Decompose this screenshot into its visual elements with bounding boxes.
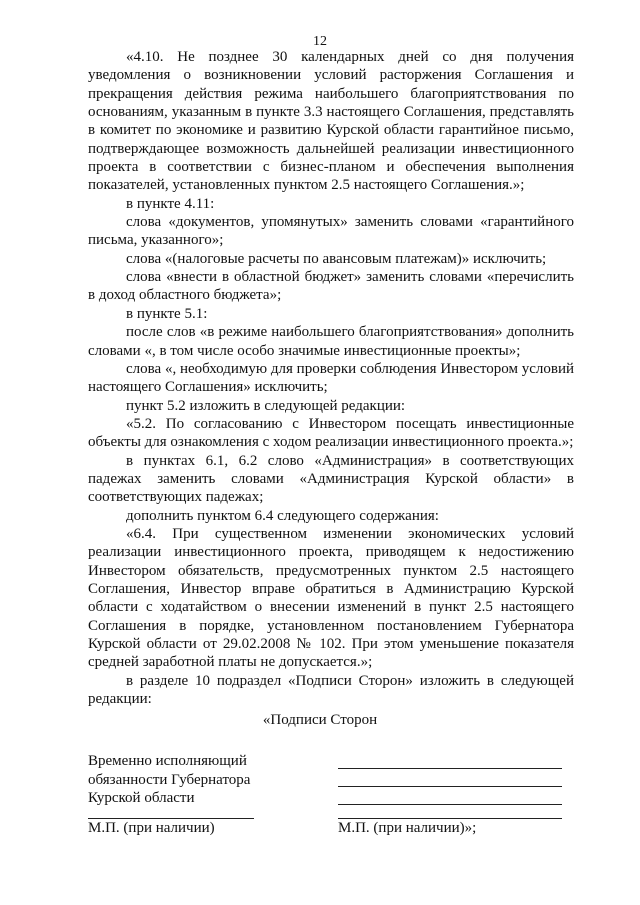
signatures-heading: «Подписи Сторон — [262, 712, 378, 728]
paragraph-exclude-tax: слова «(налоговые расчеты по авансовым платежам)» исключить; — [126, 250, 547, 267]
paragraph-replace-documents: слова «документов, упомянутых» заменить словами «гарантийного письма, указанного»; — [88, 214, 574, 249]
paragraph-points-6-1-6-2: в пунктах 6.1, 6.2 слово «Администрация» в соответствующих падежах заменить словами «Администрация Курской области» в соответствующих падежах; — [88, 452, 574, 506]
signer-block — [88, 752, 250, 808]
signature-line — [88, 818, 254, 819]
signature-line — [338, 818, 562, 819]
paragraph-exclude-check: слова «, необходимую для проверки соблюдения Инвестором условий настоящего Соглашения» исключить; — [88, 360, 574, 396]
signature-line — [338, 804, 562, 805]
paragraph-point-4-11: в пункте 4.11: — [126, 195, 215, 212]
paragraph-4-10: «4.10. Не позднее 30 календарных дней со дня получения уведомления о возникновении условий расторжения Соглашения и прекращения действия режима наибольшего благоприятствования по основаниям, указанным в пункте 3.3 настоящего Соглашения, представлять в комитет по экономике и развитию Курской области гарантийное письмо, подтверждающее возможность дальнейшей реализации инвестиционного проекта в соответствии с бизнес-планом и обеспечения выполнения показателей, установленных пунктом 2.5 настоящего Соглашения.»; — [88, 49, 574, 194]
stamp-place-left: М.П. (при наличии) — [88, 820, 215, 836]
signer-line: Временно исполняющий — [88, 753, 247, 769]
paragraph-5-2-text: «5.2. По согласованию с Инвестором посещать инвестиционные объекты для ознакомления с ходом реализации инвестиционного проекта.»; — [88, 415, 574, 451]
paragraph-replace-budget: слова «внести в областной бюджет» заменить словами «перечислить в доход областного бюджета»; — [88, 269, 574, 304]
paragraph-add-6-4: дополнить пунктом 6.4 следующего содержания: — [126, 507, 439, 524]
signer-line: Курской области — [88, 790, 195, 806]
paragraph-section-10: в разделе 10 подраздел «Подписи Сторон» изложить в следующей редакции: — [88, 672, 574, 708]
page-number: 12 — [313, 34, 327, 49]
paragraph-add-projects: после слов «в режиме наибольшего благоприятствования» дополнить словами «, в том числе особо значимые инвестиционные проекты»; — [88, 324, 574, 359]
paragraph-point-5-1: в пункте 5.1: — [126, 305, 208, 322]
signature-line — [338, 786, 562, 787]
paragraph-point-5-2: пункт 5.2 изложить в следующей редакции: — [126, 397, 406, 414]
signature-line — [338, 768, 562, 769]
stamp-place-right: М.П. (при наличии)»; — [338, 820, 477, 836]
signer-line: обязанности Губернатора — [88, 771, 251, 788]
body-text — [88, 48, 574, 708]
paragraph-6-4-text: «6.4. При существенном изменении экономических условий реализации инвестиционного проекта, приводящем к недостижению Инвестором обязательств, предусмотренных пунктом 2.5 настоящего Соглашения, Инвестор вправе обратиться в Администрацию Курской области с ходатайством о внесении изменений в пункт 2.5 настоящего Соглашения в порядке, установленном постановлением Губернатора Курской области от 29.02.2008 № 102. При этом уменьшение показателя средней заработной платы не допускается.»; — [88, 525, 574, 671]
